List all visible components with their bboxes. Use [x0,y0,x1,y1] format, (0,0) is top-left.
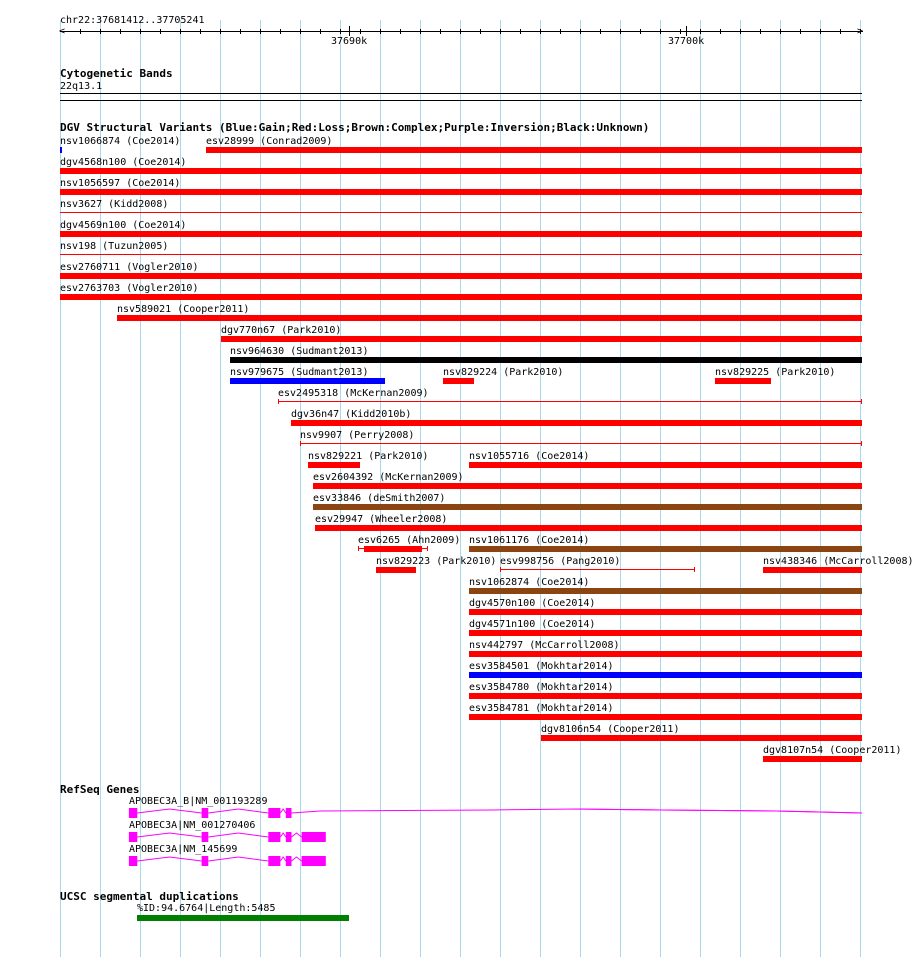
ruler-minor-tick [260,29,261,34]
variant-label[interactable]: nsv589021 (Cooper2011) [117,304,250,315]
refseq-track-title: RefSeq Genes [60,783,140,796]
variant-bar[interactable] [60,231,862,237]
variant-label[interactable]: esv6265 (Ahn2009) [358,535,461,546]
ruler-minor-tick [620,29,621,34]
variant-bar[interactable] [469,546,862,552]
ruler-minor-tick [240,29,241,34]
variant-label[interactable]: dgv4569n100 (Coe2014) [60,220,187,231]
intron-line [208,857,268,861]
gene-model[interactable] [0,851,890,871]
variant-label[interactable]: esv3584781 (Mokhtar2014) [469,703,614,714]
exon-block [268,832,280,842]
intron-line [137,809,201,813]
ruler-minor-tick [660,29,661,34]
dgv-track-title: DGV Structural Variants (Blue:Gain;Red:Loss;Brown:Complex;Purple:Inversion;Black:Unknown) [60,121,650,134]
location-label: chr22:37681412..37705241 [60,15,205,26]
ruler-minor-tick [720,29,721,34]
exon-block [302,832,326,842]
variant-label[interactable]: esv33846 (deSmith2007) [313,493,446,504]
exon-block [286,832,292,842]
variant-bar[interactable] [60,147,62,153]
segdup-bar[interactable] [137,915,349,921]
ruler-minor-tick [160,29,161,34]
variant-bar[interactable] [469,693,862,699]
variant-bar[interactable] [763,567,862,573]
ruler-minor-tick [480,29,481,34]
variant-label[interactable]: dgv4568n100 (Coe2014) [60,157,187,168]
ruler-minor-tick [400,29,401,34]
intron-line [137,857,201,861]
ruler-minor-tick [740,29,741,34]
exon-block [129,808,137,818]
variant-end-tick [861,399,862,404]
variant-label[interactable]: dgv36n47 (Kidd2010b) [291,409,412,420]
variant-end-tick [861,441,862,446]
exon-block [202,856,209,866]
variant-label[interactable]: nsv829223 (Park2010) [376,556,497,567]
variant-label[interactable]: nsv829225 (Park2010) [715,367,836,378]
ruler-major-tick [686,26,687,36]
exon-block [268,808,280,818]
variant-bar[interactable] [469,609,862,615]
variant-end-tick [358,546,359,551]
variant-label[interactable]: esv29947 (Wheeler2008) [315,514,448,525]
ruler-minor-tick [220,29,221,34]
variant-bar[interactable] [278,401,862,402]
variant-bar[interactable] [469,672,862,678]
ruler-tick-label: 37690k [331,36,368,47]
variant-label[interactable]: dgv8107n54 (Cooper2011) [763,745,902,756]
variant-bar[interactable] [60,189,862,195]
exon-block [202,832,209,842]
cytoband-bottom-line [60,100,862,101]
variant-bar[interactable] [60,254,862,255]
exon-block [302,856,326,866]
ruler-minor-tick [200,29,201,34]
ruler-minor-tick [760,29,761,34]
exon-block [202,808,209,818]
variant-label[interactable]: nsv442797 (McCarroll2008) [469,640,620,651]
variant-label[interactable]: esv28999 (Conrad2009) [206,136,333,147]
variant-bar[interactable] [313,483,862,489]
ruler-minor-tick [420,29,421,34]
exon-block [286,808,292,818]
ruler-minor-tick [780,29,781,34]
gene-label[interactable]: APOBEC3A_B|NM_001193289 [129,796,268,807]
intron-line [280,857,285,861]
variant-bar[interactable] [291,420,862,426]
ruler-minor-tick [520,29,521,34]
variant-label[interactable]: nsv198 (Tuzun2005) [60,241,169,252]
variant-label[interactable]: nsv964630 (Sudmant2013) [230,346,369,357]
variant-bar[interactable] [364,546,422,552]
gene-label[interactable]: APOBEC3A|NM_145699 [129,844,238,855]
intron-line [208,833,268,837]
ruler-minor-tick [280,29,281,34]
intron-line [577,809,862,813]
exon-block [286,856,292,866]
variant-bar[interactable] [300,443,862,444]
intron-line [137,833,201,837]
variant-bar[interactable] [117,315,862,321]
exon-block [268,856,280,866]
gene-label[interactable]: APOBEC3A|NM_001270406 [129,820,256,831]
variant-label[interactable]: nsv1061176 (Coe2014) [469,535,590,546]
variant-label[interactable]: nsv1062874 (Coe2014) [469,577,590,588]
intron-line [280,809,285,813]
variant-label[interactable]: nsv979675 (Sudmant2013) [230,367,369,378]
variant-bar[interactable] [230,378,385,384]
variant-bar[interactable] [308,462,360,468]
variant-bar[interactable] [469,651,862,657]
variant-bar[interactable] [443,378,474,384]
variant-label[interactable]: esv998756 (Pang2010) [500,556,621,567]
ruler-right-arrow: > [857,26,864,37]
variant-label[interactable]: nsv1056597 (Coe2014) [60,178,181,189]
exon-block [129,856,137,866]
variant-bar[interactable] [469,588,862,594]
variant-end-tick [427,546,428,551]
ruler-minor-tick [140,29,141,34]
variant-end-tick [278,399,279,404]
variant-bar[interactable] [230,357,862,363]
variant-label[interactable]: dgv8106n54 (Cooper2011) [541,724,680,735]
cytoband-label: 22q13.1 [60,81,103,92]
ruler-minor-tick [320,29,321,34]
variant-bar[interactable] [469,714,862,720]
variant-end-tick [300,441,301,446]
segdup-track-title: UCSC segmental duplications [60,890,239,903]
cytoband-track-title: Cytogenetic Bands [60,67,173,80]
cytoband-top-line [60,93,862,94]
variant-label[interactable]: nsv1066874 (Coe2014) [60,136,181,147]
ruler-minor-tick [840,29,841,34]
ruler-minor-tick [360,29,361,34]
variant-bar[interactable] [469,462,862,468]
variant-bar[interactable] [715,378,771,384]
variant-bar[interactable] [221,336,862,342]
segdup-label[interactable]: %ID:94.6764|Length:5485 [137,903,276,914]
variant-bar[interactable] [60,168,862,174]
ruler-minor-tick [500,29,501,34]
ruler-left-arrow: < [59,26,66,37]
ruler-minor-tick [100,29,101,34]
intron-line [280,833,285,837]
ruler-minor-tick [120,29,121,34]
variant-bar[interactable] [206,147,862,153]
variant-label[interactable]: nsv438346 (McCarroll2008) [763,556,914,567]
variant-label[interactable]: nsv3627 (Kidd2008) [60,199,169,210]
ruler-major-tick [349,26,350,36]
intron-line [208,809,268,813]
ruler-minor-tick [180,29,181,34]
ruler-minor-tick [580,29,581,34]
ruler-minor-tick [460,29,461,34]
intron-line [292,857,302,861]
ruler-minor-tick [300,29,301,34]
variant-label[interactable]: dgv4571n100 (Coe2014) [469,619,596,630]
variant-bar[interactable] [763,756,862,762]
ruler-minor-tick [820,29,821,34]
ruler-tick-label: 37700k [668,36,705,47]
variant-label[interactable]: esv2495318 (McKernan2009) [278,388,429,399]
variant-label[interactable]: esv2763703 (Vogler2010) [60,283,199,294]
variant-label[interactable]: nsv1055716 (Coe2014) [469,451,590,462]
variant-bar[interactable] [60,212,862,213]
ruler-minor-tick [440,29,441,34]
variant-bar[interactable] [469,630,862,636]
variant-label[interactable]: dgv4570n100 (Coe2014) [469,598,596,609]
variant-end-tick [500,567,501,572]
variant-bar[interactable] [541,735,862,741]
intron-line [292,833,302,837]
variant-label[interactable]: nsv829224 (Park2010) [443,367,564,378]
variant-bar[interactable] [60,294,862,300]
variant-bar[interactable] [376,567,416,573]
variant-label[interactable]: esv3584501 (Mokhtar2014) [469,661,614,672]
variant-bar[interactable] [313,504,862,510]
ruler-minor-tick [80,29,81,34]
ruler-minor-tick [380,29,381,34]
variant-label[interactable]: nsv9907 (Perry2008) [300,430,415,441]
variant-label[interactable]: nsv829221 (Park2010) [308,451,429,462]
ruler-minor-tick [540,29,541,34]
variant-label[interactable]: esv2760711 (Vogler2010) [60,262,199,273]
variant-label[interactable]: esv2604392 (McKernan2009) [313,472,464,483]
ruler-minor-tick [560,29,561,34]
ruler-minor-tick [680,29,681,34]
variant-bar[interactable] [315,525,862,531]
variant-bar[interactable] [60,273,862,279]
ruler-minor-tick [600,29,601,34]
variant-end-tick [694,567,695,572]
ruler-minor-tick [340,29,341,34]
ruler-minor-tick [700,29,701,34]
variant-label[interactable]: esv3584780 (Mokhtar2014) [469,682,614,693]
variant-label[interactable]: dgv770n67 (Park2010) [221,325,342,336]
variant-bar[interactable] [500,569,695,570]
ruler-minor-tick [800,29,801,34]
ruler-minor-tick [640,29,641,34]
exon-block [129,832,137,842]
